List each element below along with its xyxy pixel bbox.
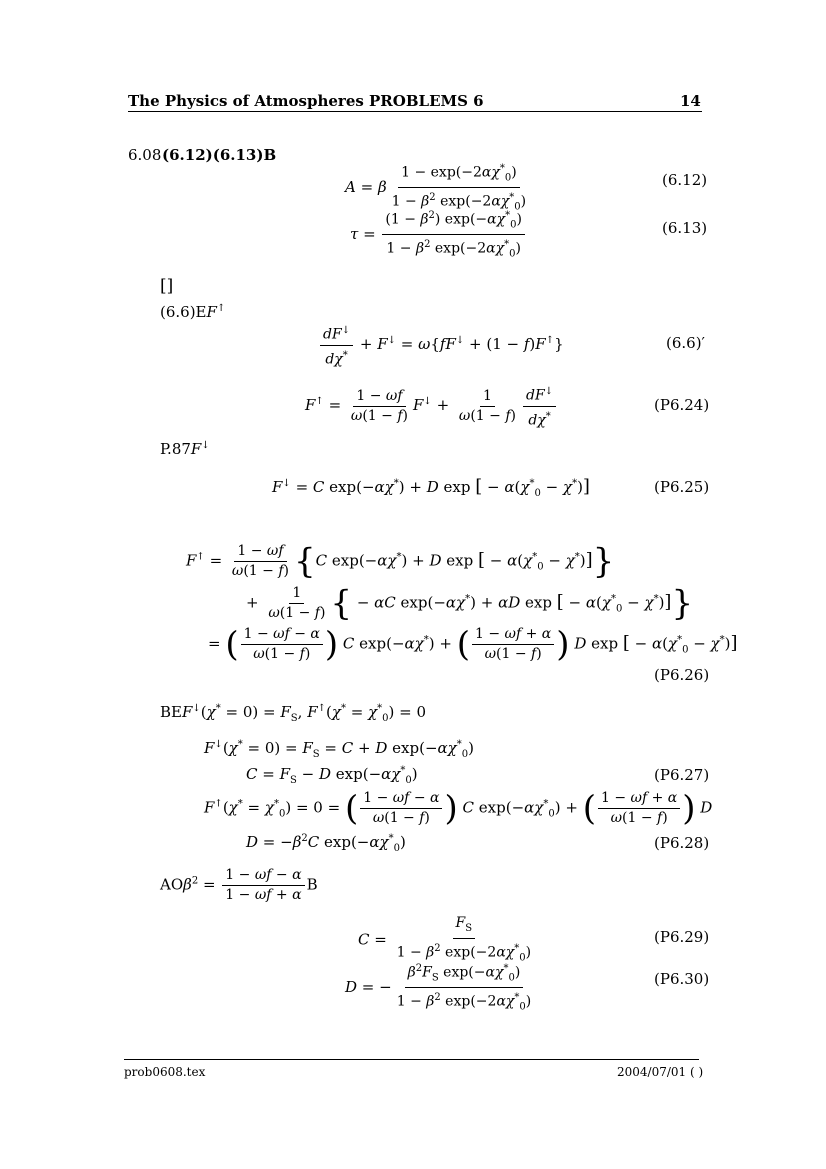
equation-6-6: $\frac{dF^↓}{d\chi^*}$ + F↓ = ω{fF↓ + (1 − f)F↑} bbox=[318, 322, 564, 368]
equation-p6-30: D = − $\frac{\beta^2F_S \exp(-\alpha\chi^*_0)}{1 - \beta^2 \exp(-2\alpha\chi^*_0)}$ bbox=[345, 960, 536, 1016]
equation-6-13: τ = $\frac{(1 - \beta^2) \exp(-\alpha\chi^*_0)}{1 - \beta^2 \exp(-2\alpha\chi^*_0)}$ bbox=[350, 207, 527, 263]
equation-p6-26-line2: + $\frac{1}{\omega(1 - f)}$ { − αC exp(−αχ*) + αD exp [ − $\alpha(\chi^*_0 - \chi^*)$]} bbox=[246, 583, 694, 624]
equation-p6-25: F↓ = C exp(−αχ*) + D exp [ − $\alpha(\chi^*_0 - \chi^*)$] bbox=[272, 476, 590, 499]
equation-label: (P6.29) bbox=[654, 928, 710, 946]
equation-label: (P6.24) bbox=[654, 396, 710, 414]
ao-text: AO bbox=[160, 875, 184, 894]
equation-label: (P6.26) bbox=[654, 666, 710, 684]
equation-6-12: A = β $\frac{1 - \exp(-2\alpha\chi^*_0)}{1 - \beta^2 \exp(-2\alpha\chi^*_0)}$ bbox=[345, 160, 531, 216]
section-heading: (6.12)(6.13)B bbox=[162, 146, 277, 164]
section-number: 6.08 bbox=[128, 146, 162, 164]
ref-6-6-line: (6.6)EF↑ bbox=[160, 303, 226, 321]
equation-label: (P6.25) bbox=[654, 478, 710, 496]
equation-p6-27-line1: $F^↓(\chi^* = 0) = F_S = C + D$ $\exp(-\alpha\chi^*_0)$ bbox=[204, 739, 474, 760]
equation-label: (6.13) bbox=[662, 219, 708, 237]
equation-p6-27-line2: $C = F_S - D$ $\exp(-\alpha\chi^*_0)$ bbox=[246, 765, 418, 786]
page-number: 14 bbox=[680, 92, 701, 110]
header-rule bbox=[128, 111, 702, 112]
be-text: BE bbox=[160, 703, 182, 721]
equation-p6-24: F↑ = $\frac{1 - \omega f}{\omega(1 - f)}$ F↓ + $\frac{1}{\omega(1 - f)}$ $\frac{dF^↓}{d\chi^*}$ bbox=[305, 383, 558, 429]
equation-p6-26-line1: F↑ = $\frac{1 - \omega f}{\omega(1 - f)}$ {C exp(−αχ*) + D exp [ − $\alpha(\chi^*_0 - \chi^*)$]} bbox=[186, 541, 615, 582]
header-title: The Physics of Atmospheres PROBLEMS 6 bbox=[128, 92, 484, 110]
footer-rule bbox=[124, 1059, 699, 1060]
equation-label: (6.6)′ bbox=[666, 334, 705, 352]
equation-p6-28: $D = -\beta^2C$ $\exp(-\alpha\chi^*_0)$ bbox=[246, 833, 406, 854]
be-line: $BEF^↓(\chi^* = 0) = F_S$, $F^↑(\chi^* = \chi^*_0) = 0$ bbox=[160, 703, 427, 724]
b-text: B bbox=[306, 875, 318, 894]
equation-label: (P6.27) bbox=[654, 766, 710, 784]
ao-line: AOβ$^2$ = $\frac{1 - \omega f - \alpha}{1 - \omega f + \alpha}$ B bbox=[160, 867, 318, 903]
footer-file: prob0608.tex bbox=[124, 1065, 206, 1079]
equation-label: (P6.30) bbox=[654, 970, 710, 988]
ref-p87-line: P.87F↓ bbox=[160, 440, 210, 458]
equation-p6-26-line3: = ( $\frac{1 - \omega f - \alpha}{\omega(1 - f)}$ ) C exp(−αχ*) + ( $\frac{1 - \omega f + \alpha}{\omega(1 - f)}$ ) D exp [ − $\alpha(\chi^*_0 - \chi^*)$] bbox=[208, 624, 738, 665]
equation-p6-29: C = $\frac{F_S}{1 - \beta^2 \exp(-2\alpha\chi^*_0)}$ bbox=[358, 915, 532, 964]
equation-label: (P6.28) bbox=[654, 834, 710, 852]
bracket-mark: [] bbox=[160, 276, 174, 296]
equation-p6-27-line3: $F^↑(\chi^* = \chi^*_0) = 0$ = ( $\frac{1 - \omega f - \alpha}{\omega(1 - f)}$ ) C $\exp(-\alpha\chi^*_0)$ + ( $\frac{1 - \omega f + \alpha}{\omega(1 - f)}$ ) D bbox=[204, 788, 713, 829]
equation-label: (6.12) bbox=[662, 171, 708, 189]
ref-6-6-text: (6.6)E bbox=[160, 303, 207, 321]
ref-p87-text: P.87 bbox=[160, 440, 191, 458]
footer-date: 2004/07/01 ( ) bbox=[617, 1065, 704, 1079]
